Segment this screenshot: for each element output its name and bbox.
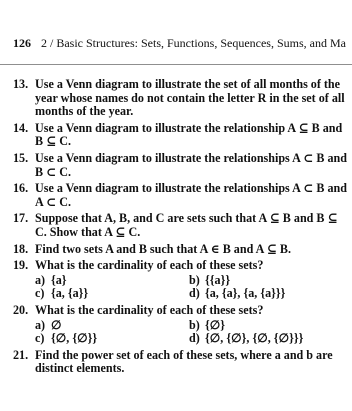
exercise-number: 14. [13,120,29,135]
part-d [189,287,339,301]
part-label: b) [189,272,200,287]
part-text: {a, {a}} [51,286,89,301]
exercise-21 [13,349,349,376]
exercise-text: Find two sets A and B such that A ∈ B and A ⊆ B. [35,241,291,256]
exercise-18 [13,243,349,257]
part-text: {∅, {∅}, {∅, {∅}}} [205,331,304,346]
exercise-text: Use a Venn diagram to illustrate the relationships A ⊂ B and A ⊂ C. [35,181,347,209]
exercise-number: 17. [13,211,29,226]
exercise-text: What is the cardinality of each of these sets? [35,302,264,317]
part-text: {a} [51,272,67,287]
exercise-number: 16. [13,181,29,196]
part-label: b) [189,317,200,332]
exercise-text: Use a Venn diagram to illustrate the relationship A ⊆ B and B ⊆ C. [35,120,343,149]
exercise-number: 20. [13,302,29,317]
part-a [35,319,181,333]
part-text: {a, {a}, {a, {a}}} [205,286,286,301]
exercise-number: 15. [13,150,29,165]
exercise-13 [13,78,349,119]
part-label: a) [35,272,46,287]
exercise-text: What is the cardinality of each of these sets? [35,258,264,273]
exercise-parts [35,274,349,301]
exercise-list [13,78,349,379]
exercise-text: Suppose that A, B, and C are sets such that A ⊆ B and B ⊆ C. Show that A ⊆ C. [35,211,338,239]
part-a [35,274,181,288]
part-b [189,274,339,288]
exercise-17 [13,212,349,239]
part-text: {∅, {∅}} [51,331,98,346]
part-b [189,319,339,333]
exercise-15 [13,152,349,179]
part-label: c) [35,286,45,301]
exercise-text: Find the power set of each of these sets, where a and b are distinct elements. [35,347,333,376]
exercise-number: 18. [13,241,29,256]
exercise-number: 13. [13,77,29,91]
part-c [35,332,181,346]
exercise-20 [13,304,349,346]
part-label: d) [189,331,200,346]
part-text: {{a}} [205,272,231,287]
header-divider [0,64,352,65]
page-number: 126 [13,36,31,50]
running-title: 2 / Basic Structures: Sets, Functions, Sequences, Sums, and Ma [41,36,346,50]
exercise-number: 21. [13,347,29,362]
running-head [13,36,346,50]
part-text: {∅} [205,317,226,332]
part-text: ∅ [51,317,62,332]
part-label: d) [189,286,200,301]
part-label: a) [35,317,46,332]
exercise-text: Use a Venn diagram to illustrate the relationships A ⊂ B and B ⊂ C. [35,150,347,179]
exercise-16 [13,182,349,209]
part-label: c) [35,331,45,346]
part-d [189,332,339,346]
exercise-number: 19. [13,258,29,273]
exercise-14 [13,122,349,149]
exercise-parts [35,319,349,346]
exercise-19 [13,259,349,301]
part-c [35,287,181,301]
exercise-text: Use a Venn diagram to illustrate the set of all months of the year whose names do not contain the letter R in the set of all months of the year. [35,77,345,119]
